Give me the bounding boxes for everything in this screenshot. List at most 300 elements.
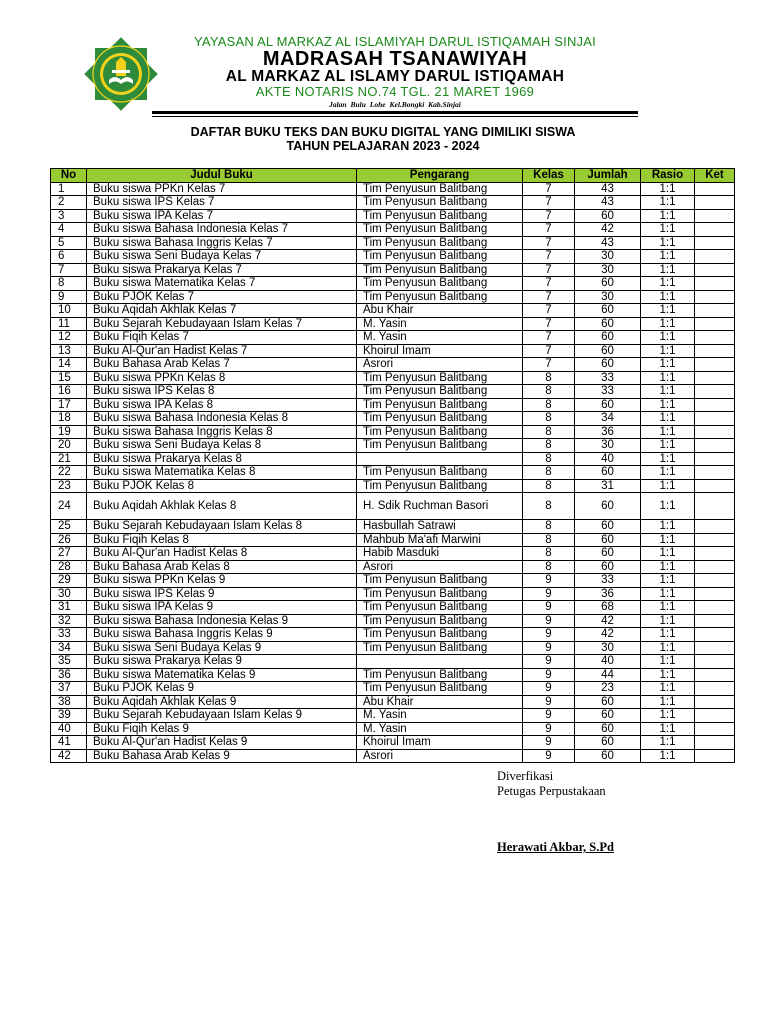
cell-kelas: 9 [523,722,575,736]
cell-pengarang: Tim Penyusun Balitbang [357,574,523,588]
cell-rasio: 1:1 [641,560,695,574]
cell-no: 19 [51,425,87,439]
cell-jumlah: 30 [575,250,641,264]
cell-ket [695,466,735,480]
cell-ket [695,479,735,493]
cell-ket [695,493,735,520]
table-row [51,304,735,318]
cell-ket [695,520,735,534]
cell-jumlah: 60 [575,209,641,223]
cell-pengarang: Tim Penyusun Balitbang [357,371,523,385]
cell-ket [695,452,735,466]
cell-pengarang: Tim Penyusun Balitbang [357,641,523,655]
cell-kelas: 7 [523,196,575,210]
table-row [51,263,735,277]
cell-kelas: 9 [523,695,575,709]
table-row [51,682,735,696]
cell-no: 22 [51,466,87,480]
cell-judul: Buku siswa Seni Budaya Kelas 8 [87,439,357,453]
cell-judul: Buku siswa Prakarya Kelas 7 [87,263,357,277]
cell-ket [695,209,735,223]
cell-kelas: 8 [523,452,575,466]
cell-ket [695,587,735,601]
col-header-pengarang: Pengarang [357,169,523,183]
table-body [51,182,735,763]
cell-kelas: 7 [523,304,575,318]
cell-no: 3 [51,209,87,223]
cell-rasio: 1:1 [641,290,695,304]
cell-pengarang: Khoirul Imam [357,344,523,358]
cell-ket [695,263,735,277]
cell-kelas: 7 [523,277,575,291]
cell-pengarang: Tim Penyusun Balitbang [357,398,523,412]
cell-ket [695,412,735,426]
table-row [51,371,735,385]
cell-judul: Buku siswa IPA Kelas 8 [87,398,357,412]
cell-pengarang [357,655,523,669]
cell-kelas: 7 [523,358,575,372]
cell-judul: Buku siswa Bahasa Indonesia Kelas 9 [87,614,357,628]
cell-jumlah: 60 [575,749,641,763]
cell-kelas: 8 [523,425,575,439]
cell-kelas: 8 [523,479,575,493]
cell-rasio: 1:1 [641,277,695,291]
verification-label: Diverfikasi [497,769,554,783]
cell-ket [695,722,735,736]
cell-pengarang: Tim Penyusun Balitbang [357,236,523,250]
table-row [51,722,735,736]
cell-ket [695,358,735,372]
table-row [51,331,735,345]
cell-pengarang: Tim Penyusun Balitbang [357,223,523,237]
cell-pengarang: Tim Penyusun Balitbang [357,196,523,210]
table-row [51,695,735,709]
cell-ket [695,682,735,696]
cell-kelas: 8 [523,560,575,574]
cell-ket [695,547,735,561]
cell-pengarang: Abu Khair [357,304,523,318]
cell-jumlah: 36 [575,425,641,439]
cell-jumlah: 60 [575,317,641,331]
cell-jumlah: 68 [575,601,641,615]
cell-no: 20 [51,439,87,453]
cell-no: 15 [51,371,87,385]
cell-jumlah: 30 [575,263,641,277]
cell-no: 32 [51,614,87,628]
cell-judul: Buku Sejarah Kebudayaan Islam Kelas 7 [87,317,357,331]
cell-rasio: 1:1 [641,331,695,345]
cell-no: 34 [51,641,87,655]
cell-judul: Buku Al-Qur'an Hadist Kelas 7 [87,344,357,358]
cell-no: 39 [51,709,87,723]
cell-no: 16 [51,385,87,399]
cell-no: 14 [51,358,87,372]
cell-ket [695,533,735,547]
table-row [51,479,735,493]
cell-jumlah: 60 [575,493,641,520]
cell-rasio: 1:1 [641,695,695,709]
table-row [51,182,735,196]
cell-judul: Buku siswa PPKn Kelas 9 [87,574,357,588]
cell-kelas: 7 [523,344,575,358]
cell-rasio: 1:1 [641,533,695,547]
cell-judul: Buku Sejarah Kebudayaan Islam Kelas 9 [87,709,357,723]
table-row [51,425,735,439]
cell-ket [695,344,735,358]
table-row [51,209,735,223]
cell-ket [695,668,735,682]
cell-rasio: 1:1 [641,385,695,399]
cell-kelas: 8 [523,520,575,534]
table-row [51,385,735,399]
cell-pengarang: Tim Penyusun Balitbang [357,466,523,480]
school-name: AL MARKAZ AL ISLAMY DARUL ISTIQAMAH [225,68,565,85]
cell-pengarang: Abu Khair [357,695,523,709]
cell-ket [695,317,735,331]
document-title: DAFTAR BUKU TEKS DAN BUKU DIGITAL YANG DIMILIKI SISWA [190,125,576,139]
cell-rasio: 1:1 [641,722,695,736]
cell-kelas: 8 [523,412,575,426]
cell-rasio: 1:1 [641,479,695,493]
cell-judul: Buku siswa Matematika Kelas 7 [87,277,357,291]
cell-kelas: 7 [523,236,575,250]
cell-pengarang: M. Yasin [357,317,523,331]
cell-rasio: 1:1 [641,601,695,615]
cell-jumlah: 36 [575,587,641,601]
table-row [51,601,735,615]
cell-jumlah: 60 [575,722,641,736]
signer-name: Herawati Akbar, S.Pd [497,840,614,854]
cell-rasio: 1:1 [641,682,695,696]
cell-pengarang: M. Yasin [357,331,523,345]
cell-judul: Buku siswa Bahasa Inggris Kelas 9 [87,628,357,642]
table-row [51,533,735,547]
cell-judul: Buku siswa IPS Kelas 8 [87,385,357,399]
cell-rasio: 1:1 [641,749,695,763]
cell-kelas: 7 [523,250,575,264]
cell-judul: Buku Aqidah Akhlak Kelas 8 [87,493,357,520]
cell-kelas: 7 [523,182,575,196]
cell-kelas: 9 [523,601,575,615]
cell-kelas: 9 [523,736,575,750]
cell-no: 28 [51,560,87,574]
cell-jumlah: 60 [575,695,641,709]
cell-ket [695,439,735,453]
cell-kelas: 9 [523,709,575,723]
cell-pengarang: Tim Penyusun Balitbang [357,614,523,628]
cell-judul: Buku Bahasa Arab Kelas 9 [87,749,357,763]
table-row [51,614,735,628]
cell-pengarang: Tim Penyusun Balitbang [357,263,523,277]
table-row [51,452,735,466]
cell-jumlah: 40 [575,452,641,466]
cell-rasio: 1:1 [641,709,695,723]
cell-no: 29 [51,574,87,588]
cell-jumlah: 60 [575,358,641,372]
cell-no: 33 [51,628,87,642]
cell-pengarang: M. Yasin [357,709,523,723]
cell-jumlah: 44 [575,668,641,682]
cell-pengarang: Tim Penyusun Balitbang [357,290,523,304]
cell-rasio: 1:1 [641,452,695,466]
cell-jumlah: 60 [575,344,641,358]
cell-judul: Buku siswa IPS Kelas 9 [87,587,357,601]
cell-no: 24 [51,493,87,520]
cell-no: 42 [51,749,87,763]
cell-no: 13 [51,344,87,358]
cell-jumlah: 60 [575,398,641,412]
cell-jumlah: 30 [575,641,641,655]
table-row [51,196,735,210]
cell-judul: Buku siswa PPKn Kelas 8 [87,371,357,385]
foundation-name: YAYASAN AL MARKAZ AL ISLAMIYAH DARUL ISTIQAMAH SINJAI [194,34,596,49]
school-address: Jalan Bulu Lohe Kel.Bongki Kab.Sinjai [329,100,461,109]
table-row [51,655,735,669]
cell-judul: Buku siswa Seni Budaya Kelas 9 [87,641,357,655]
cell-rasio: 1:1 [641,223,695,237]
cell-no: 36 [51,668,87,682]
cell-rasio: 1:1 [641,398,695,412]
cell-ket [695,749,735,763]
cell-rasio: 1:1 [641,371,695,385]
cell-jumlah: 33 [575,371,641,385]
cell-pengarang: Tim Penyusun Balitbang [357,628,523,642]
cell-pengarang: Tim Penyusun Balitbang [357,385,523,399]
cell-no: 12 [51,331,87,345]
cell-ket [695,236,735,250]
col-header-rasio: Rasio [641,169,695,183]
cell-jumlah: 60 [575,547,641,561]
cell-rasio: 1:1 [641,736,695,750]
cell-ket [695,304,735,318]
cell-pengarang: Asrori [357,358,523,372]
cell-kelas: 7 [523,209,575,223]
cell-pengarang: Mahbub Ma'afi Marwini [357,533,523,547]
table-row [51,277,735,291]
cell-jumlah: 23 [575,682,641,696]
table-row [51,398,735,412]
cell-jumlah: 60 [575,533,641,547]
cell-jumlah: 60 [575,520,641,534]
cell-no: 31 [51,601,87,615]
cell-rasio: 1:1 [641,236,695,250]
cell-jumlah: 60 [575,736,641,750]
cell-ket [695,628,735,642]
cell-rasio: 1:1 [641,574,695,588]
cell-judul: Buku Al-Qur'an Hadist Kelas 8 [87,547,357,561]
cell-no: 41 [51,736,87,750]
cell-rasio: 1:1 [641,668,695,682]
table-row [51,358,735,372]
table-row [51,236,735,250]
cell-pengarang: Khoirul Imam [357,736,523,750]
cell-no: 4 [51,223,87,237]
table-row [51,736,735,750]
cell-pengarang: Tim Penyusun Balitbang [357,250,523,264]
cell-ket [695,290,735,304]
table-row [51,466,735,480]
cell-judul: Buku Aqidah Akhlak Kelas 9 [87,695,357,709]
cell-no: 2 [51,196,87,210]
cell-no: 8 [51,277,87,291]
cell-no: 40 [51,722,87,736]
cell-no: 27 [51,547,87,561]
cell-no: 30 [51,587,87,601]
cell-rasio: 1:1 [641,614,695,628]
cell-judul: Buku siswa Bahasa Indonesia Kelas 8 [87,412,357,426]
cell-no: 10 [51,304,87,318]
cell-kelas: 7 [523,317,575,331]
school-type: MADRASAH TSANAWIYAH [262,48,528,70]
cell-kelas: 9 [523,628,575,642]
cell-no: 26 [51,533,87,547]
cell-no: 7 [51,263,87,277]
cell-rasio: 1:1 [641,628,695,642]
cell-kelas: 8 [523,533,575,547]
cell-kelas: 9 [523,587,575,601]
table-row [51,641,735,655]
cell-rasio: 1:1 [641,182,695,196]
cell-ket [695,641,735,655]
cell-pengarang: Tim Penyusun Balitbang [357,587,523,601]
cell-rasio: 1:1 [641,641,695,655]
cell-no: 37 [51,682,87,696]
cell-kelas: 7 [523,331,575,345]
cell-ket [695,736,735,750]
cell-kelas: 9 [523,574,575,588]
signer-role: Petugas Perpustakaan [497,784,606,798]
cell-ket [695,277,735,291]
cell-jumlah: 43 [575,236,641,250]
cell-kelas: 9 [523,682,575,696]
cell-kelas: 8 [523,466,575,480]
cell-judul: Buku siswa Matematika Kelas 8 [87,466,357,480]
cell-kelas: 9 [523,749,575,763]
cell-jumlah: 60 [575,331,641,345]
cell-pengarang: Tim Penyusun Balitbang [357,277,523,291]
header-divider-thin [152,116,638,117]
table-row [51,574,735,588]
cell-kelas: 7 [523,263,575,277]
academic-year: TAHUN PELAJARAN 2023 - 2024 [286,139,480,153]
cell-rasio: 1:1 [641,344,695,358]
notary-deed: AKTE NOTARIS NO.74 TGL. 21 MARET 1969 [255,84,535,99]
cell-ket [695,574,735,588]
cell-pengarang: Tim Penyusun Balitbang [357,682,523,696]
col-header-kelas: Kelas [523,169,575,183]
table-row [51,493,735,520]
cell-jumlah: 60 [575,709,641,723]
cell-pengarang: Hasbullah Satrawi [357,520,523,534]
cell-judul: Buku PJOK Kelas 7 [87,290,357,304]
table-row [51,344,735,358]
cell-jumlah: 30 [575,439,641,453]
cell-judul: Buku Bahasa Arab Kelas 7 [87,358,357,372]
cell-kelas: 7 [523,223,575,237]
cell-kelas: 8 [523,385,575,399]
cell-pengarang: Habib Masduki [357,547,523,561]
table-row [51,709,735,723]
table-row [51,560,735,574]
cell-jumlah: 60 [575,277,641,291]
cell-pengarang: Tim Penyusun Balitbang [357,479,523,493]
cell-rasio: 1:1 [641,547,695,561]
cell-ket [695,425,735,439]
cell-ket [695,709,735,723]
cell-no: 38 [51,695,87,709]
cell-rasio: 1:1 [641,587,695,601]
cell-jumlah: 60 [575,304,641,318]
cell-rasio: 1:1 [641,196,695,210]
table-row [51,223,735,237]
cell-rasio: 1:1 [641,520,695,534]
madrasah-emblem-icon [84,37,158,111]
cell-pengarang: Tim Penyusun Balitbang [357,182,523,196]
cell-ket [695,614,735,628]
cell-judul: Buku Al-Qur'an Hadist Kelas 9 [87,736,357,750]
cell-judul: Buku siswa Seni Budaya Kelas 7 [87,250,357,264]
cell-kelas: 8 [523,547,575,561]
cell-ket [695,250,735,264]
table-row [51,250,735,264]
cell-rasio: 1:1 [641,425,695,439]
cell-pengarang: M. Yasin [357,722,523,736]
cell-jumlah: 42 [575,223,641,237]
cell-rasio: 1:1 [641,412,695,426]
cell-pengarang: Tim Penyusun Balitbang [357,209,523,223]
table-header-row [51,169,735,183]
col-header-jumlah: Jumlah [575,169,641,183]
cell-rasio: 1:1 [641,466,695,480]
col-header-ket: Ket [695,169,735,183]
cell-kelas: 9 [523,668,575,682]
table-row [51,587,735,601]
cell-judul: Buku Fiqih Kelas 8 [87,533,357,547]
cell-judul: Buku Sejarah Kebudayaan Islam Kelas 8 [87,520,357,534]
cell-ket [695,223,735,237]
cell-jumlah: 43 [575,182,641,196]
cell-rasio: 1:1 [641,439,695,453]
cell-rasio: 1:1 [641,263,695,277]
cell-rasio: 1:1 [641,250,695,264]
cell-no: 25 [51,520,87,534]
cell-kelas: 9 [523,655,575,669]
cell-judul: Buku PJOK Kelas 8 [87,479,357,493]
cell-judul: Buku siswa Prakarya Kelas 9 [87,655,357,669]
cell-jumlah: 43 [575,196,641,210]
cell-kelas: 8 [523,398,575,412]
cell-ket [695,695,735,709]
cell-judul: Buku siswa Prakarya Kelas 8 [87,452,357,466]
cell-rasio: 1:1 [641,358,695,372]
cell-no: 1 [51,182,87,196]
cell-judul: Buku PJOK Kelas 9 [87,682,357,696]
cell-ket [695,331,735,345]
cell-kelas: 8 [523,493,575,520]
table-row [51,547,735,561]
cell-kelas: 9 [523,614,575,628]
book-list-table [50,168,735,763]
cell-judul: Buku siswa IPS Kelas 7 [87,196,357,210]
cell-jumlah: 33 [575,574,641,588]
table-row [51,520,735,534]
cell-jumlah: 40 [575,655,641,669]
cell-jumlah: 33 [575,385,641,399]
cell-no: 9 [51,290,87,304]
cell-pengarang: Tim Penyusun Balitbang [357,668,523,682]
cell-pengarang: H. Sdik Ruchman Basori [357,493,523,520]
cell-jumlah: 31 [575,479,641,493]
